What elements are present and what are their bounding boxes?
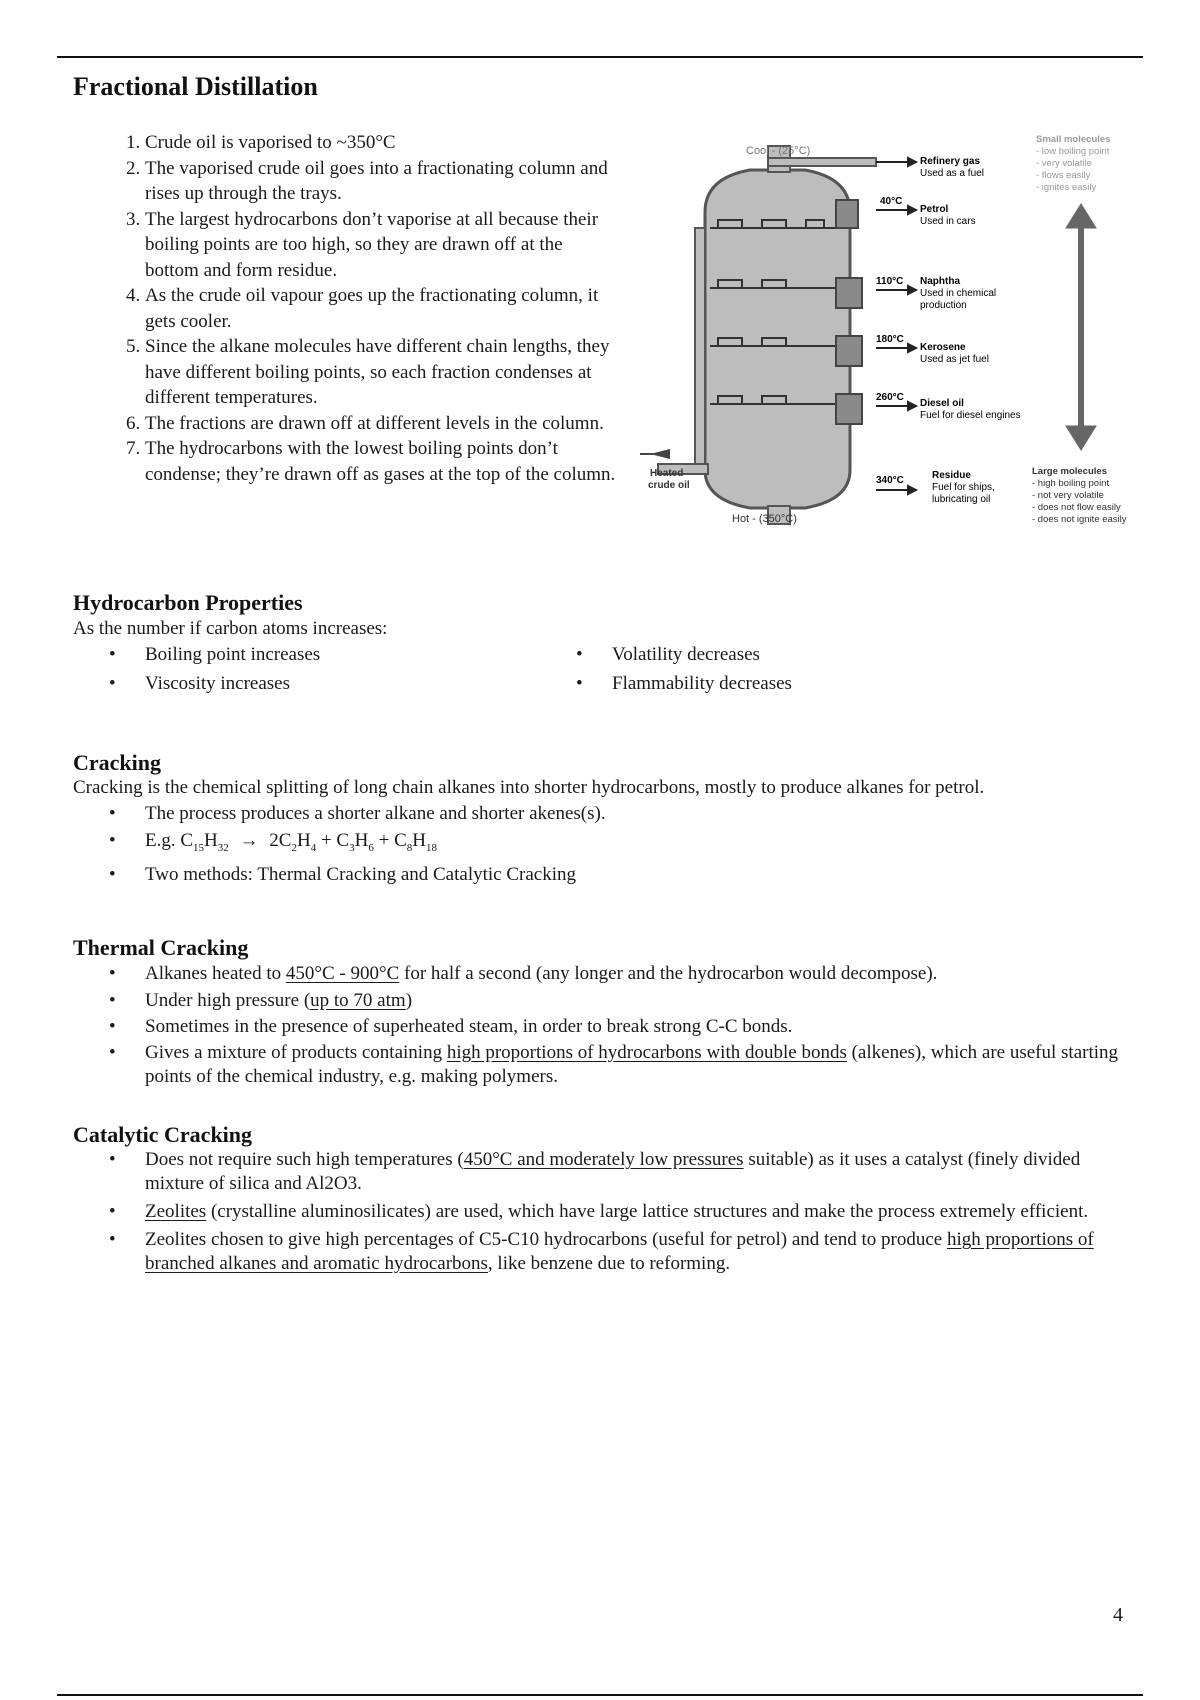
list-item: • Viscosity increases xyxy=(145,671,540,697)
small-molecules-line: - low boiling point xyxy=(1036,146,1110,157)
fraction-name: Naphtha xyxy=(920,276,960,287)
reactant: $C_{15}H_{32}$ xyxy=(180,829,229,854)
step-item: 5. Since the alkane molecules have different chain lengths, they have different boiling points, so each fraction condenses at different temperatures. xyxy=(145,334,618,411)
eg-prefix: E.g. xyxy=(145,829,181,851)
top-rule xyxy=(57,56,1143,58)
catalytic-heading: Catalytic Cracking xyxy=(73,1122,253,1147)
fraction-name: Diesel oil xyxy=(920,398,964,409)
properties-intro: As the number if carbon atoms increases: xyxy=(73,618,388,639)
input-label: Heated xyxy=(650,468,684,479)
fraction-use: Fuel for diesel engines xyxy=(920,410,1021,421)
fraction-use: Used as jet fuel xyxy=(920,354,989,365)
fraction-use: production xyxy=(920,300,967,311)
list-item: • Two methods: Thermal Cracking and Catalytic Cracking xyxy=(145,862,1133,888)
cracking-section xyxy=(73,750,1133,888)
fraction-use: Used as a fuel xyxy=(920,168,984,179)
cracking-list xyxy=(73,801,1133,887)
step-item: 7. The hydrocarbons with the lowest boiling points don’t condense; they’re drawn off as gases at the top of the column. xyxy=(145,436,618,487)
fraction-use: lubricating oil xyxy=(932,494,991,505)
thermal-heading: Thermal Cracking xyxy=(73,935,249,960)
fraction-name: Petrol xyxy=(920,204,949,215)
product: $C_8H_{18}$ xyxy=(394,829,437,854)
fraction-name: Kerosene xyxy=(920,342,966,353)
fraction-temp: 110°C xyxy=(876,276,904,287)
step-item: 1. Crude oil is vaporised to ~350°C xyxy=(145,130,618,156)
list-item: • Zeolites chosen to give high percentages of C5-C10 hydrocarbons (useful for petrol) and tend to produce high proportions of branched alkanes and aromatic hydrocarbons, like benzene due to reforming. xyxy=(145,1228,1133,1276)
large-molecules-line: - does not ignite easily xyxy=(1032,514,1127,525)
input-label: crude oil xyxy=(648,480,690,491)
thermal-section xyxy=(73,935,1133,1090)
fraction-use: Used in cars xyxy=(920,216,976,227)
list-item: • Boiling point increases xyxy=(145,642,540,668)
cracking-heading: Cracking xyxy=(73,750,161,775)
cool-label: Cool - (25°C) xyxy=(746,145,811,157)
fraction-use: Fuel for ships, xyxy=(932,482,995,493)
fraction-name: Residue xyxy=(932,470,971,481)
arrow-icon: → xyxy=(239,829,259,851)
small-molecules-line: - ignites easily xyxy=(1036,182,1097,193)
equation xyxy=(145,828,1133,861)
fraction-temp: 40°C xyxy=(880,196,903,207)
list-item: • Sometimes in the presence of superheated steam, in order to break strong C-C bonds. xyxy=(145,1014,1133,1040)
properties-heading: Hydrocarbon Properties xyxy=(73,590,303,615)
catalytic-list xyxy=(73,1148,1133,1276)
bottom-rule xyxy=(57,1694,1143,1696)
list-item: • Under high pressure (up to 70 atm) xyxy=(145,988,1133,1014)
fractionating-column-diagram xyxy=(640,128,1160,542)
large-molecules-line: - high boiling point xyxy=(1032,478,1110,489)
fraction-use: Used in chemical xyxy=(920,288,997,299)
page-number: 4 xyxy=(1113,1604,1123,1626)
large-molecules-line: - does not flow easily xyxy=(1032,502,1121,513)
list-item: • Flammability decreases xyxy=(612,671,792,697)
small-molecules-line: - flows easily xyxy=(1036,170,1091,181)
large-molecules-title: Large molecules xyxy=(1032,466,1107,477)
large-molecules-line: - not very volatile xyxy=(1032,490,1104,501)
plus-sign: + xyxy=(378,829,390,851)
cracking-intro: Cracking is the chemical splitting of long chain alkanes into shorter hydrocarbons, mostly to produce alkanes for petrol. xyxy=(73,777,985,798)
step-item: 4. As the crude oil vapour goes up the fractionating column, it gets cooler. xyxy=(145,283,618,334)
hot-label: Hot - (350°C) xyxy=(732,513,797,525)
fraction-name: Refinery gas xyxy=(920,156,981,167)
fraction-temp: 340°C xyxy=(876,475,904,486)
step-item: 2. The vaporised crude oil goes into a fractionating column and rises up through the trays. xyxy=(145,156,618,207)
list-item: • Zeolites (crystalline aluminosilicates) are used, which have large lattice structures and make the process extremely efficient. xyxy=(145,1200,1133,1224)
plus-sign: + xyxy=(320,829,332,851)
step-item: 6. The fractions are drawn off at different levels in the column. xyxy=(145,411,618,437)
fraction-temp: 180°C xyxy=(876,334,904,345)
product: $C_3H_6$ xyxy=(336,829,374,854)
list-item: • The process produces a shorter alkane and shorter akenes(s). xyxy=(145,801,1133,827)
properties-section xyxy=(73,590,1133,697)
properties-right-list xyxy=(540,642,792,697)
catalytic-section xyxy=(73,1122,1133,1277)
list-item: • Volatility decreases xyxy=(612,642,792,668)
page-title: Fractional Distillation xyxy=(73,72,318,101)
step-item: 3. The largest hydrocarbons don’t vaporise at all because their boiling points are too high, so they are drawn off at the bottom and form residue. xyxy=(145,207,618,284)
list-item: • Alkanes heated to 450°C - 900°C for half a second (any longer and the hydrocarbon would decompose). xyxy=(145,961,1133,987)
properties-left-list xyxy=(73,642,540,697)
list-item: • Does not require such high temperatures (450°C and moderately low pressures suitable) as it uses a catalyst (finely divided mixture of silica and Al2O3. xyxy=(145,1148,1133,1196)
fraction-temp: 260°C xyxy=(876,392,904,403)
distillation-steps xyxy=(73,130,618,487)
list-item: • Gives a mixture of products containing high proportions of hydrocarbons with double bonds (alkenes), which are useful starting points of the chemical industry, e.g. making polymers. xyxy=(145,1041,1133,1089)
product: $2C_2H_4$ xyxy=(269,829,317,854)
small-molecules-title: Small molecules xyxy=(1036,134,1111,145)
small-molecules-line: - very volatile xyxy=(1036,158,1092,169)
thermal-list xyxy=(73,961,1133,1089)
